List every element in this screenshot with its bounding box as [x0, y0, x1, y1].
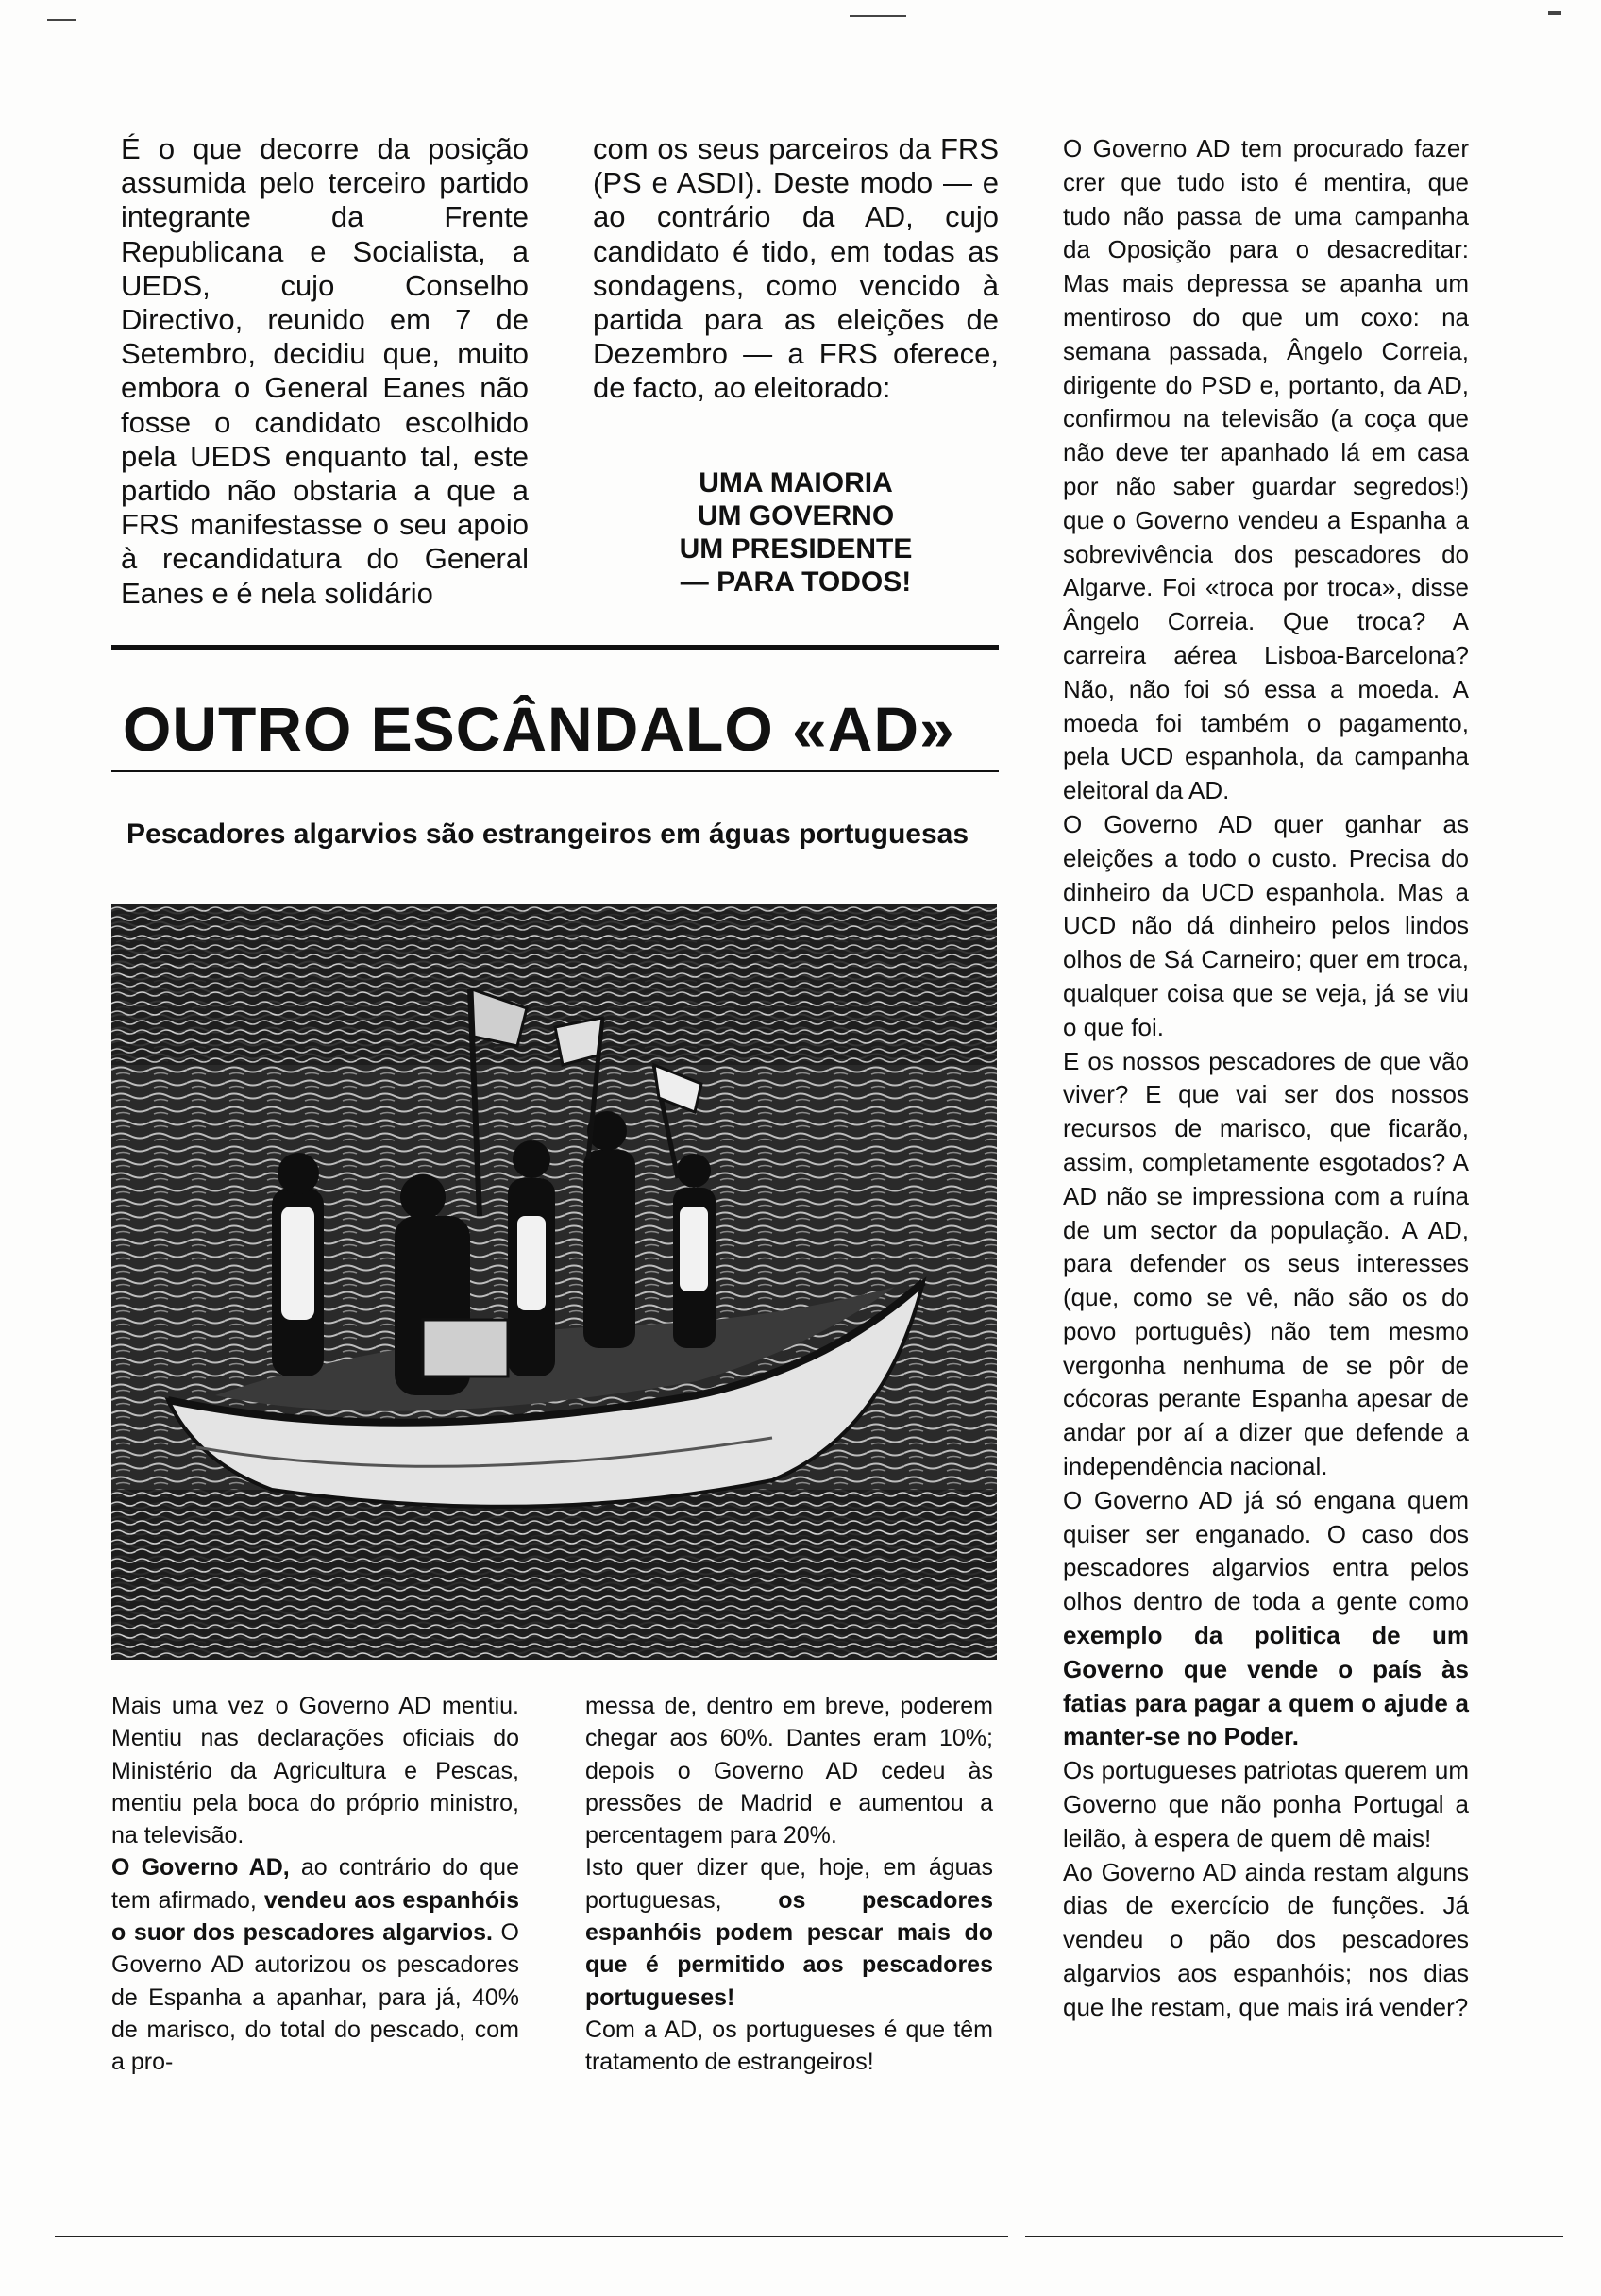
- scan-mark: [1548, 11, 1561, 15]
- subtitle: Pescadores algarvios são estrangeiros em águas portuguesas: [126, 819, 969, 850]
- bold-text: vendeu aos espanhóis o suor dos pescadores algarvios.: [111, 1886, 520, 1947]
- bold-text: exemplo da politica de um Governo que vende o país às fatias para pagar a quem o ajude a manter-se no Poder.: [1063, 1621, 1469, 1751]
- slogan-line: UM GOVERNO: [697, 500, 895, 532]
- paragraph: Com a AD, os portugueses é que têm tratamento de estrangeiros!: [585, 2016, 993, 2076]
- paragraph: O Governo AD quer ganhar as eleições a todo o custo. Precisa do dinheiro da UCD espanhola. Mas a UCD não dá dinheiro pelos lindos olhos de Sá Carneiro; quer em troca, qualquer coisa que se veja, já se viu o que foi.: [1063, 809, 1469, 1041]
- bottom-left-column: [111, 1690, 519, 2079]
- paragraph: [1063, 1484, 1469, 1754]
- scan-mark: [47, 19, 76, 21]
- fishing-boat-photo: [111, 904, 997, 1660]
- text: Isto quer dizer que, hoje, em águas portuguesas,: [585, 1854, 993, 1914]
- bold-text: os pescadores espanhóis podem pescar mais do que é permitido aos pescadores portugueses!: [585, 1886, 993, 2011]
- bold-text: O Governo AD,: [111, 1854, 290, 1882]
- paragraph: Ao Governo AD ainda restam alguns dias de exercício de funções. Já vendeu o pão dos pescadores algarvios aos espanhóis; nos dias que lhe restam, que mais irá vender?: [1063, 1857, 1469, 2021]
- scan-mark: [850, 15, 906, 17]
- headline-top-rule: [111, 645, 999, 650]
- footer-rule-left: [55, 2236, 1008, 2237]
- slogan-line: — PARA TODOS!: [680, 566, 912, 598]
- top-middle-paragraph: com os seus parceiros da FRS (PS e ASDI). Deste modo — e ao contrário da AD, cujo candidato é tido, em todas as sondagens, como vencido à partida para as eleições de Dezembro — a FRS oferece, de facto, ao eleitorado:: [593, 132, 999, 405]
- paragraph: O Governo AD tem procurado fazer crer que tudo isto é mentira, que tudo não passa de uma campanha da Oposição para o desacreditar: Mas mais depressa se apanha um mentiroso do que um coxo: na semana passada, Ângelo Correia, dirigente do PSD e, portanto, da AD, confirmou na televisão (a coça que não deve ter apanhado lá em casa por não saber guardar segredos!) que o Governo vendeu a Espanha a sobrevivência dos pescadores do Algarve. Foi «troca por troca», disse Ângelo Correia. Que troca? A carreira aérea Lisboa-Barcelona? Não, não foi só essa a moeda. A moeda foi também o pagamento, pela UCD espanhola, da campanha eleitoral da AD.: [1063, 134, 1469, 805]
- text: ao contrário do que tem afirmado,: [111, 1854, 519, 1914]
- paragraph: [585, 1851, 993, 2013]
- headline: OUTRO ESCÂNDALO «AD»: [123, 694, 955, 764]
- top-middle-column: [593, 132, 999, 406]
- slogan-line: UM PRESIDENTE: [679, 533, 913, 565]
- headline-bottom-rule: [111, 770, 999, 772]
- right-column: [1063, 132, 1469, 2025]
- top-left-paragraph: É o que decorre da posição assumida pelo terceiro partido integrante da Frente Republicana e Socialista, a UEDS, cujo Conselho Directivo, reunido em 7 de Setembro, decidiu que, muito embora o General Eanes não fosse o candidato escolhido pela UEDS enquanto tal, este partido não obstaria a que a FRS manifestasse o seu apoio à recandidatura do General Eanes e é nela solidário: [121, 132, 529, 610]
- paragraph: Mais uma vez o Governo AD mentiu. Mentiu nas declarações oficiais do Ministério da Agricultura e Pescas, mentiu pela boca do próprio ministro, na televisão.: [111, 1693, 519, 1849]
- footer-rule-right: [1025, 2236, 1563, 2237]
- slogan-block: [593, 466, 999, 599]
- paragraph: [111, 1851, 519, 2078]
- bottom-middle-column: [585, 1690, 993, 2079]
- paragraph: E os nossos pescadores de que vão viver? E que vai ser dos nossos recursos de marisco, que ficarão, assim, completamente esgotados? A AD não se impressiona com a ruína de um sector da população. A AD, para defender os seus interesses (que, como se vê, não são os do povo português) não tem mesmo vergonha nenhuma de se pôr de cócoras perante Espanha apesar de andar por aí a dizer que defende a independência nacional.: [1063, 1046, 1469, 1481]
- paragraph: messa de, dentro em breve, poderem chegar aos 60%. Dantes eram 10%; depois o Governo AD cedeu às pressões de Madrid e aumentou a percentagem para 20%.: [585, 1693, 993, 1849]
- slogan-line: UMA MAIORIA: [699, 467, 893, 498]
- text: O Governo AD já só engana quem quiser ser enganado. O caso dos pescadores algarvios entra pelos olhos dentro de toda a gente como: [1063, 1485, 1469, 1616]
- top-left-column: [121, 132, 529, 611]
- paragraph: Os portugueses patriotas querem um Governo que não ponha Portugal a leilão, à espera de quem dê mais!: [1063, 1756, 1469, 1852]
- text: O Governo AD autorizou os pescadores de Espanha a apanhar, para já, 40% de marisco, do total do pescado, com a pro-: [111, 1919, 519, 2076]
